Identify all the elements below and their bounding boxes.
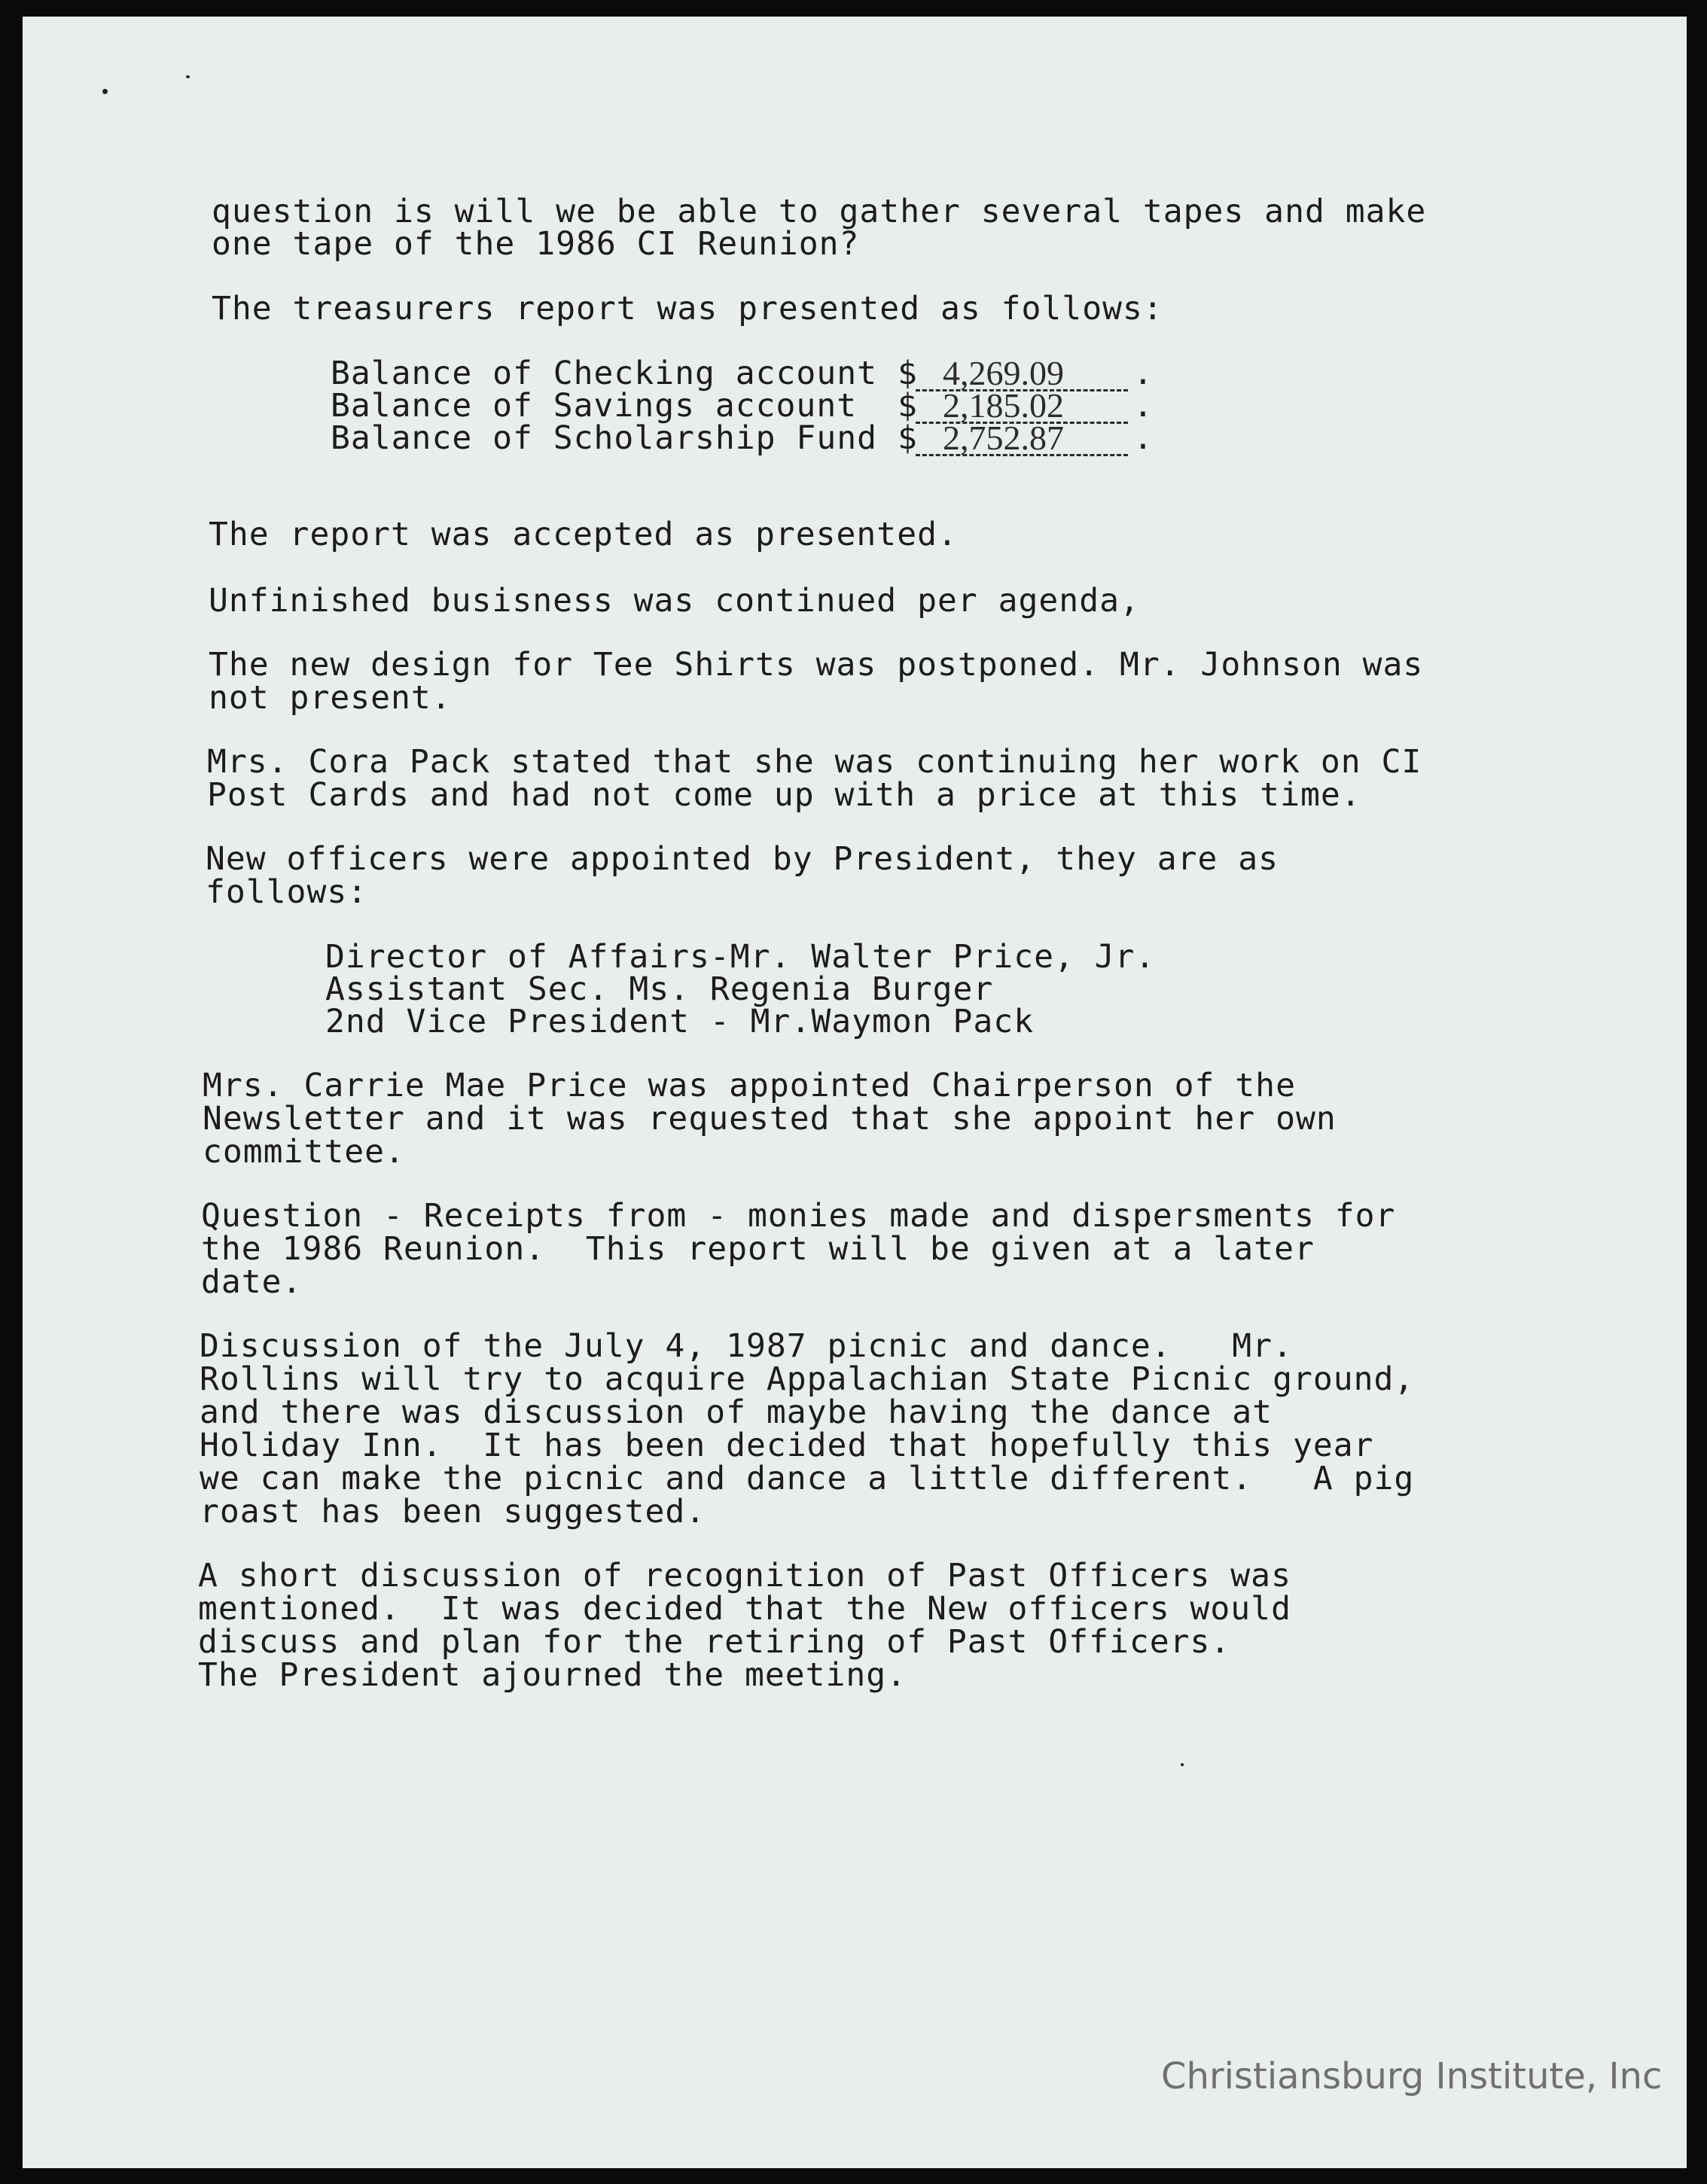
text-line: Newsletter and it was requested that she appoint her own — [203, 1100, 1337, 1138]
text-line: mentioned. It was decided that the New officers would — [198, 1590, 1291, 1628]
text-line: not present. — [209, 679, 452, 717]
text-line: The treasurers report was presented as follows: — [212, 290, 1163, 327]
text-line: Rollins will try to acquire Appalachian State Picnic ground, — [200, 1360, 1415, 1398]
text-line: discuss and plan for the retiring of Past Officers. — [198, 1623, 1231, 1661]
balance-amount: 4,269.09 — [943, 354, 1064, 392]
text-line: question is will we be able to gather several tapes and make — [212, 193, 1427, 230]
text-line: Holiday Inn. It has been decided that hopefully this year — [200, 1427, 1374, 1464]
text-line: roast has been suggested. — [200, 1493, 706, 1531]
speck-mark — [102, 89, 108, 94]
amount-underline — [916, 454, 1128, 456]
text-line: A short discussion of recognition of Past Officers was — [198, 1557, 1291, 1595]
officer-entry: Assistant Sec. Ms. Regenia Burger — [325, 970, 994, 1008]
text-line: The President ajourned the meeting. — [198, 1656, 907, 1694]
text-line: the 1986 Reunion. This report will be given at a later — [201, 1230, 1315, 1268]
text-line: The report was accepted as presented. — [209, 516, 958, 553]
speck-mark — [1181, 1763, 1184, 1766]
currency-symbol: $ — [898, 355, 918, 392]
officer-entry: 2nd Vice President - Mr.Waymon Pack — [325, 1003, 1035, 1040]
text-line: one tape of the 1986 CI Reunion? — [212, 225, 860, 263]
trailing-period: . — [1133, 419, 1153, 457]
text-line: Post Cards and had not come up with a price at this time. — [207, 776, 1361, 814]
balance-amount: 2,185.02 — [943, 386, 1064, 425]
text-line: we can make the picnic and dance a little different. A pig — [200, 1460, 1415, 1497]
trailing-period: . — [1133, 355, 1153, 392]
balance-label: Balance of Checking account — [331, 355, 877, 392]
text-line: Discussion of the July 4, 1987 picnic and dance. Mr. — [200, 1327, 1293, 1365]
watermark: Christiansburg Institute, Inc — [1161, 2055, 1663, 2097]
speck-mark — [186, 75, 190, 78]
text-line: committee. — [203, 1133, 405, 1171]
currency-symbol: $ — [898, 387, 918, 425]
trailing-period: . — [1133, 387, 1153, 425]
officer-entry: Director of Affairs-Mr. Walter Price, Jr. — [325, 938, 1156, 976]
text-line: and there was discussion of maybe having the dance at — [200, 1394, 1273, 1431]
text-line: follows: — [206, 873, 368, 911]
text-line: date. — [201, 1263, 303, 1301]
balance-label: Balance of Savings account — [331, 387, 858, 425]
text-line: Unfinished busisness was continued per agenda, — [209, 582, 1140, 620]
text-line: Mrs. Carrie Mae Price was appointed Chairperson of the — [203, 1067, 1296, 1104]
text-line: New officers were appointed by President, they are as — [206, 840, 1279, 878]
balance-label: Balance of Scholarship Fund — [331, 419, 877, 457]
text-line: The new design for Tee Shirts was postponed. Mr. Johnson was — [209, 646, 1424, 684]
text-line: Question - Receipts from - monies made and dispersments for — [201, 1197, 1396, 1235]
text-line: Mrs. Cora Pack stated that she was continuing her work on CI — [207, 743, 1422, 781]
balance-amount: 2,752.87 — [943, 419, 1064, 457]
document-page — [23, 17, 1687, 2168]
currency-symbol: $ — [898, 419, 918, 457]
